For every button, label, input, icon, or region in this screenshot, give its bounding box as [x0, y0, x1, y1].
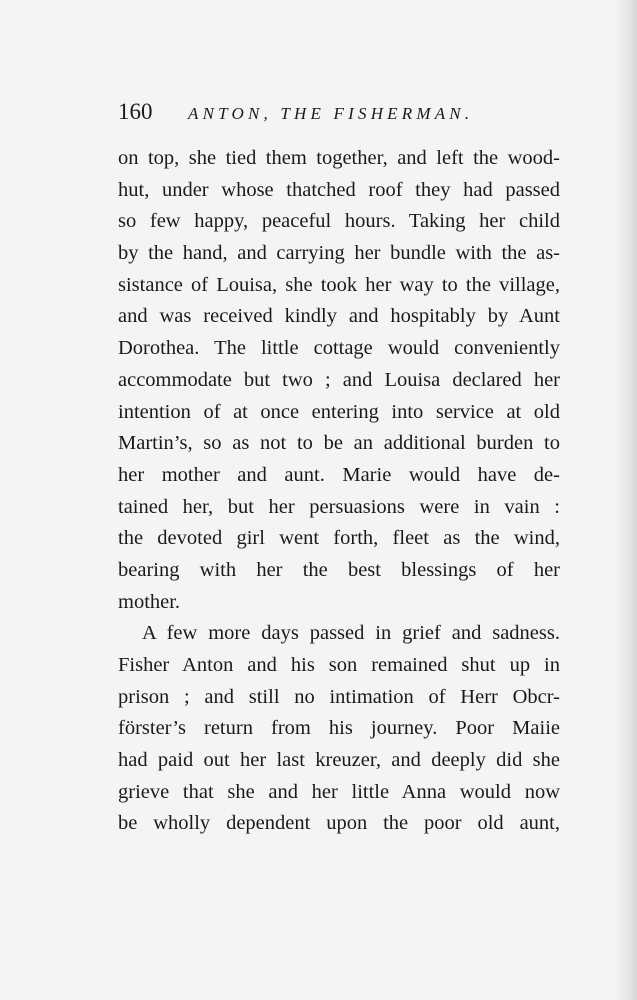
text-line: hut, under whose thatched roof they had passed: [118, 178, 560, 201]
text-line: förster’s return from his journey. Poor Maiie: [118, 717, 560, 740]
text-line: intention of at once entering into service at old: [118, 400, 560, 423]
text-line: grieve that she and her little Anna would now: [118, 780, 560, 803]
text-line: accommodate but two ; and Louisa declared her: [118, 368, 560, 391]
text-line: Dorothea. The little cottage would conveniently: [118, 337, 560, 360]
text-line: tained her, but her persuasions were in vain :: [118, 495, 560, 518]
text-line: Fisher Anton and his son remained shut up in: [118, 654, 560, 676]
text-line: had paid out her last kreuzer, and deeply did she: [118, 749, 560, 772]
running-head: [118, 97, 558, 127]
text-line: be wholly dependent upon the poor old aunt,: [118, 812, 560, 835]
text-line: by the hand, and carrying her bundle with the as-: [118, 242, 560, 265]
running-title: ANTON, THE FISHERMAN.: [188, 104, 474, 123]
text-line: the devoted girl went forth, fleet as the wind,: [118, 527, 560, 550]
paragraph-end-line: mother.: [118, 590, 181, 613]
paragraph-start-line: A few more days passed in grief and sadness.: [142, 622, 560, 645]
text-line: Martin’s, so as not to be an additional burden to: [118, 432, 560, 455]
body-text: [118, 143, 560, 840]
text-line: her mother and aunt. Marie would have de-: [118, 463, 560, 486]
page-number: 160: [118, 99, 153, 124]
text-line: sistance of Louisa, she took her way to the village,: [118, 273, 560, 296]
text-line: and was received kindly and hospitably by Aunt: [118, 305, 560, 328]
text-line: so few happy, peaceful hours. Taking her child: [118, 210, 560, 233]
text-line: on top, she tied them together, and left the wood-: [118, 147, 560, 169]
text-line: prison ; and still no intimation of Herr Obcr-: [118, 685, 560, 708]
text-line: bearing with her the best blessings of her: [118, 558, 560, 581]
